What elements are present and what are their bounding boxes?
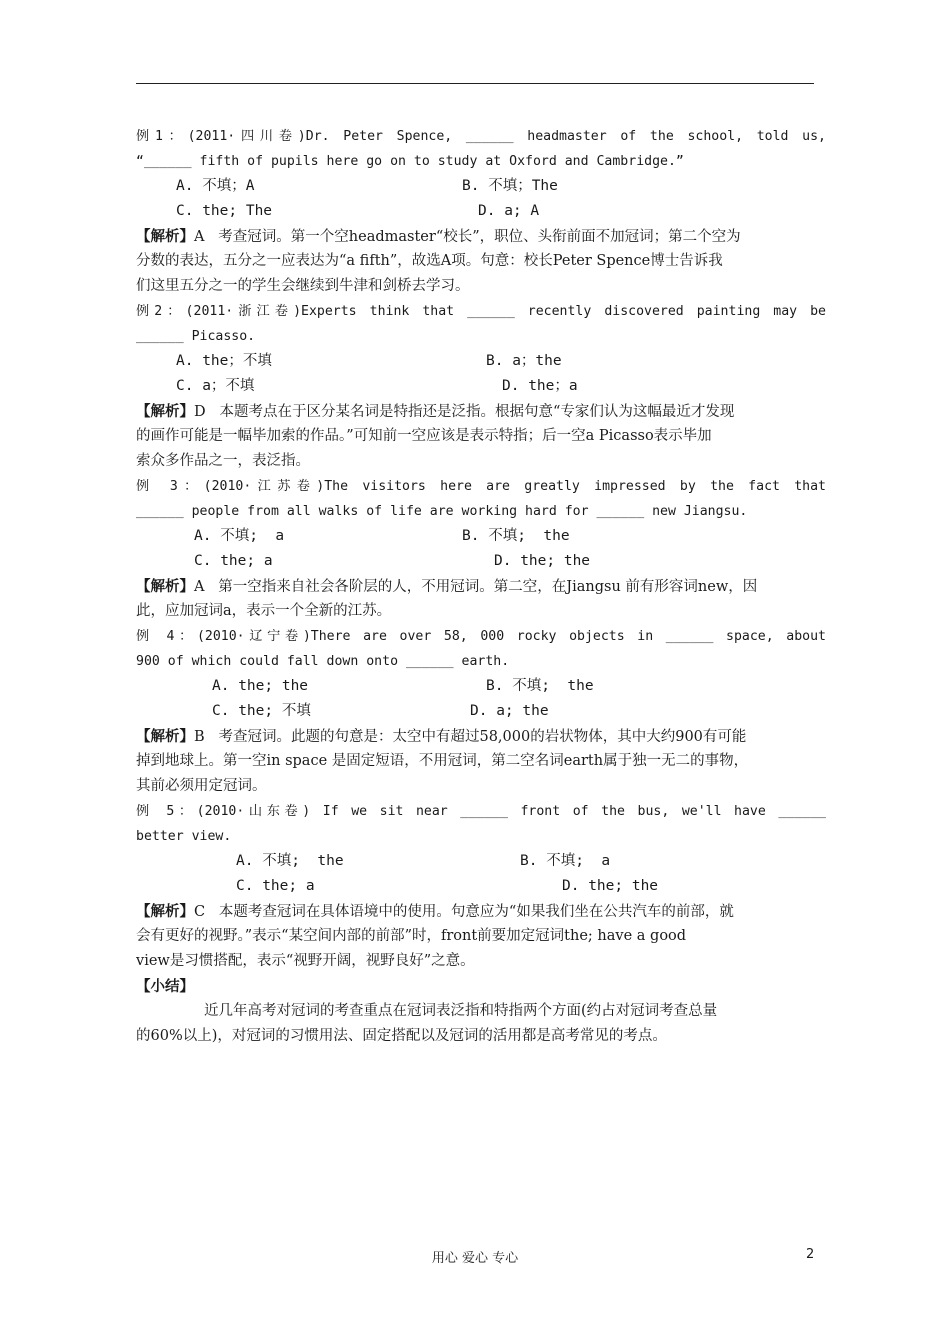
ex5-option-c: C. the; a (236, 878, 315, 894)
ex5-option-d: D. the; the (562, 878, 659, 894)
ex4-option-d: D. a; the (470, 703, 549, 719)
ex1-question-line-1: 例1：(2011·四川卷)Dr. Peter Spence, ______ headmaster of the school, told us, (136, 129, 826, 144)
ex1-solution-line-2: 分数的表达，五分之一应表达为“a fifth”，故选A项。句意：校长Peter Spence博士告诉我 (136, 253, 723, 269)
ex2-solution-line-1 (136, 399, 826, 424)
ex4-question-line-1: 例 4：(2010·辽宁卷)There are over 58, 000 rocky objects in ______ space, about (136, 629, 826, 644)
ex4-question-line-2: 900 of which could fall down onto ______ earth. (136, 654, 510, 669)
ex2-option-c: C. a；不填 (176, 378, 255, 394)
ex4-solution-line-1 (136, 724, 826, 749)
ex3-solution-line-1 (136, 574, 826, 599)
ex2-option-d: D. the；a (502, 378, 578, 394)
ex3-option-c: C. the; a (194, 553, 273, 569)
ex2-solution-text: D 本题考点在于区分某名词是特指还是泛指。根据句意“专家们认为这幅最近才发现 (194, 404, 735, 420)
ex1-question-line-2: “______ fifth of pupils here go on to study at Oxford and Cambridge.” (136, 154, 684, 169)
ex1-option-a: A. 不填；A (176, 178, 255, 194)
ex5-solution-line-2: 会有更好的视野。”表示“某空间内部的前部”时，front前要加定冠词the; have a good (136, 928, 687, 944)
ex1-option-b: B. 不填；The (462, 178, 558, 194)
ex2-question-line-2: ______ Picasso. (136, 329, 256, 344)
page-number: 2 (806, 1247, 815, 1262)
ex1-solution-line-1 (136, 224, 826, 249)
ex4-option-a: A. the; the (212, 678, 309, 694)
ex4-solution-mark: 【解析】 (136, 728, 194, 745)
ex5-question-line-2: better view. (136, 829, 232, 844)
ex4-option-b: B. 不填; the (486, 678, 594, 694)
ex3-question-line-1: 例 3：(2010·江苏卷)The visitors here are greatly impressed by the fact that (136, 479, 826, 494)
ex2-option-b: B. a；the (486, 353, 562, 369)
ex2-solution-line-3: 索众多作品之一，表泛指。 (136, 453, 310, 469)
ex4-solution-line-2: 掉到地球上。第一空in space 是固定短语，不用冠词，第二空名词earth属于独一无二的事物， (136, 753, 749, 769)
header-rule (136, 83, 814, 84)
ex4-option-c: C. the; 不填 (212, 703, 311, 719)
ex3-solution-text: A 第一空指来自社会各阶层的人，不用冠词。第二空，在Jiangsu 前有形容词new，因 (194, 579, 758, 595)
ex5-solution-mark: 【解析】 (136, 903, 194, 920)
ex4-solution-line-3: 其前必须用定冠词。 (136, 778, 267, 794)
ex5-solution-line-1 (136, 899, 826, 924)
ex1-option-c: C. the; The (176, 203, 273, 219)
ex3-option-a: A. 不填; a (194, 528, 285, 544)
ex2-solution-line-2: 的画作可能是一幅毕加索的作品。”可知前一空应该是表示特指；后一空a Picasso表示毕加 (136, 428, 712, 444)
summary-paragraph-line-2: 的60%以上)，对冠词的习惯用法、固定搭配以及冠词的活用都是高考常见的考点。 (136, 1028, 667, 1044)
ex2-solution-mark: 【解析】 (136, 403, 194, 420)
ex1-solution-mark: 【解析】 (136, 228, 194, 245)
ex2-question-line-1: 例2：(2011·浙江卷)Experts think that ______ recently discovered painting may be (136, 304, 826, 319)
ex3-solution-mark: 【解析】 (136, 578, 194, 595)
ex3-solution-line-2: 此，应加冠词a，表示一个全新的江苏。 (136, 603, 392, 619)
ex4-solution-text: B 考查冠词。此题的句意是：太空中有超过58,000的岩状物体，其中大约900有可能 (194, 729, 747, 745)
ex3-option-b: B. 不填; the (462, 528, 570, 544)
summary-paragraph-line-1: 近几年高考对冠词的考查重点在冠词表泛指和特指两个方面(约占对冠词考查总量 (204, 1003, 718, 1019)
ex3-option-d: D. the; the (494, 553, 591, 569)
ex5-question-line-1: 例 5：(2010·山东卷) If we sit near ______ front of the bus, we'll have ______ (136, 804, 826, 819)
ex1-option-d: D. a; A (478, 203, 540, 219)
ex5-solution-line-3: view是习惯搭配，表示“视野开阔，视野良好”之意。 (136, 953, 475, 969)
footer-motto: 用心 爱心 专心 (431, 1251, 519, 1266)
ex5-option-b: B. 不填; a (520, 853, 611, 869)
ex1-solution-line-3: 们这里五分之一的学生会继续到牛津和剑桥去学习。 (136, 278, 470, 294)
ex1-solution-text: A 考查冠词。第一个空headmaster“校长”，职位、头衔前面不加冠词；第二个空为 (194, 229, 741, 245)
ex5-solution-text: C 本题考查冠词在具体语境中的使用。句意应为“如果我们坐在公共汽车的前部，就 (194, 904, 734, 920)
ex2-option-a: A. the；不填 (176, 353, 272, 369)
summary-heading: 【小结】 (136, 978, 194, 995)
ex5-option-a: A. 不填; the (236, 853, 344, 869)
ex3-question-line-2: ______ people from all walks of life are working hard for ______ new Jiangsu. (136, 504, 748, 519)
